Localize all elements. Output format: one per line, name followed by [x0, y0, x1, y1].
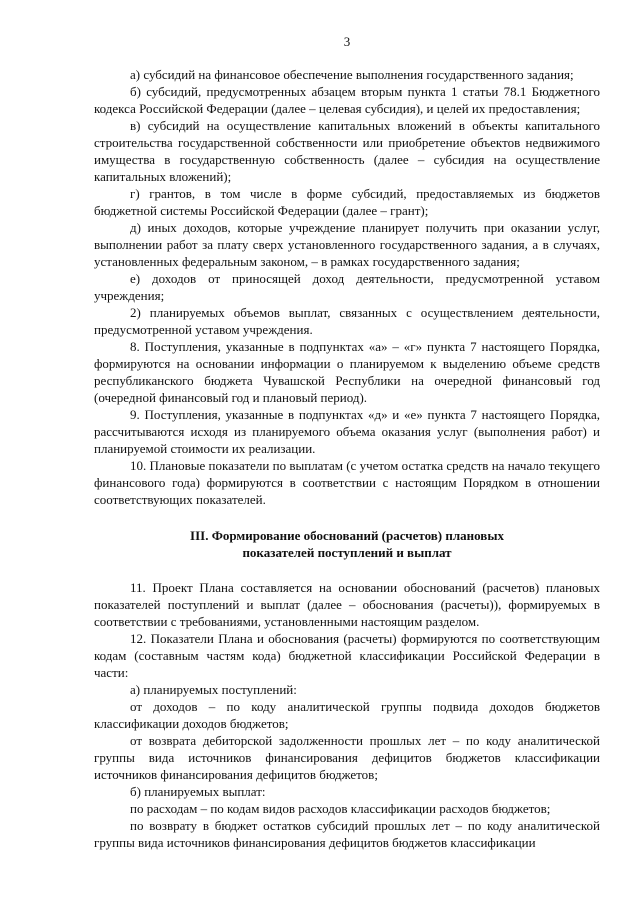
section-heading-line-2: показателей поступлений и выплат — [242, 545, 452, 560]
paragraph-by-expenses: по расходам – по кодам видов расходов классификации расходов бюджетов; — [130, 801, 551, 816]
paragraph-other-income: д) иных доходов, которые учреждение планирует получить при оказании услуг, выполнении работ за плату сверх установленного государственного задания, а в случаях, установленных федеральным законом, – в рамках государственного задания; — [94, 220, 600, 269]
paragraph-item-10: 10. Плановые показатели по выплатам (с учетом остатка средств на начало текущего финансового года) формируются в соответствии с настоящим Порядком в отношении соответствующих показателей. — [94, 458, 600, 507]
paragraph-item-12: 12. Показатели Плана и обоснования (расчеты) формируются по соответствующим кодам (составным частям кода) бюджетной классификации Российской Федерации в части: — [94, 631, 600, 680]
section-heading — [94, 527, 600, 561]
section-heading-line-1: III. Формирование обоснований (расчетов) плановых — [190, 528, 504, 543]
paragraph-planned-payments: 2) планируемых объемов выплат, связанных с осуществлением деятельности, предусмотренной уставом учреждения. — [94, 305, 600, 337]
paragraph-receivables-return: от возврата дебиторской задолженности прошлых лет – по коду аналитической группы вида источников финансирования дефицитов бюджетов классификации источников финансирования дефицитов бюджетов; — [94, 733, 600, 782]
paragraph-item-8: 8. Поступления, указанные в подпунктах «а» – «г» пункта 7 настоящего Порядка, формируются на основании информации о планируемом к выделению объеме средств республиканского бюджета Чувашской Республики на очередной финансовый год (очередной финансовый год и плановый период). — [94, 339, 600, 405]
paragraph-subsidy-state-task: а) субсидий на финансовое обеспечение выполнения государственного задания; — [130, 67, 574, 82]
paragraph-planned-receipts: а) планируемых поступлений: — [130, 682, 297, 697]
paragraph-target-subsidy: б) субсидий, предусмотренных абзацем вторым пункта 1 статьи 78.1 Бюджетного кодекса Российской Федерации (далее – целевая субсидия), и целей их предоставления; — [94, 84, 600, 116]
paragraph-income-generating-activity: е) доходов от приносящей доход деятельности, предусмотренной уставом учреждения; — [94, 271, 600, 303]
page-number: 3 — [343, 34, 351, 49]
document-page — [94, 0, 600, 905]
paragraph-item-9: 9. Поступления, указанные в подпунктах «д» и «е» пункта 7 настоящего Порядка, рассчитываются исходя из планируемого объема оказания услуг (выполнения работ) и планируемой стоимости их реализации. — [94, 407, 600, 456]
paragraph-subsidy-return: по возврату в бюджет остатков субсидий прошлых лет – по коду аналитической группы вида источников финансирования дефицитов бюджетов классификации — [94, 818, 600, 850]
document-body — [94, 66, 600, 851]
paragraph-from-income: от доходов – по коду аналитической группы подвида доходов бюджетов классификации доходов бюджетов; — [94, 699, 600, 731]
paragraph-item-11: 11. Проект Плана составляется на основании обоснований (расчетов) плановых показателей поступлений и выплат (далее – обоснования (расчеты)), формируемых в соответствии с требованиями, установленными настоящим разделом. — [94, 580, 600, 629]
paragraph-grants: г) грантов, в том числе в форме субсидий, предоставляемых из бюджетов бюджетной системы Российской Федерации (далее – грант); — [94, 186, 600, 218]
paragraph-capital-investment-subsidy: в) субсидий на осуществление капитальных вложений в объекты капитального строительства государственной собственности или приобретение объектов недвижимого имущества в государственную собственность (далее – субсидия на осуществление капитальных вложений); — [94, 118, 600, 184]
paragraph-planned-payments-list: б) планируемых выплат: — [130, 784, 266, 799]
